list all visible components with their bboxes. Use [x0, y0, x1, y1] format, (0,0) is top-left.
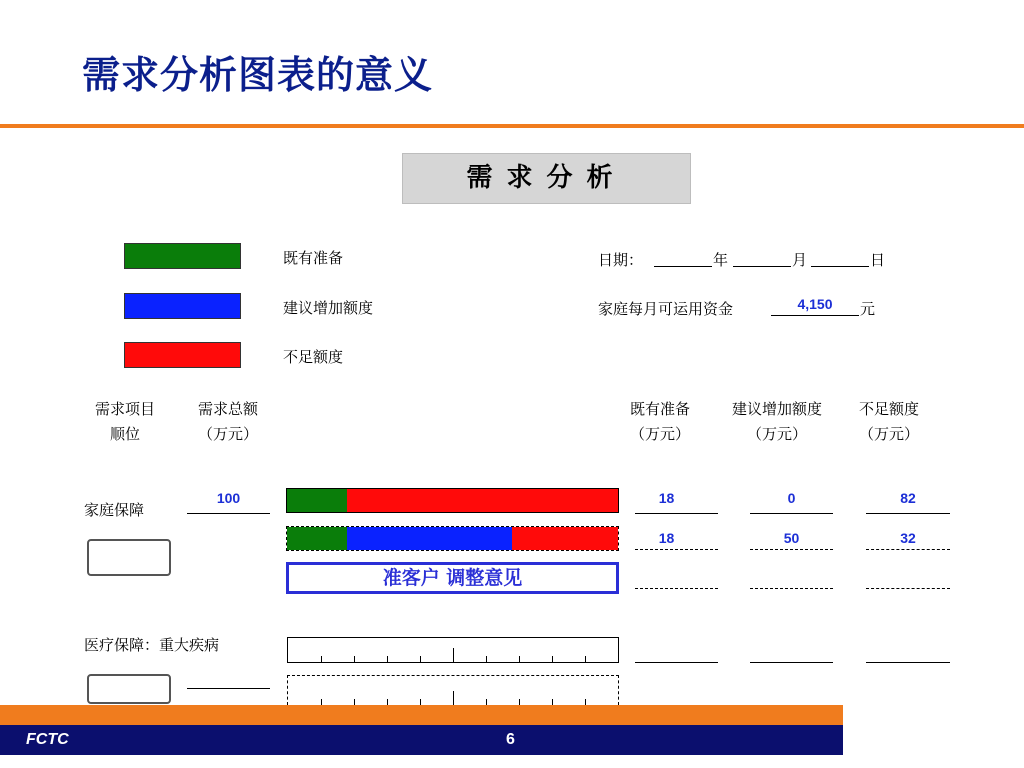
note-existing-field[interactable] — [635, 588, 718, 589]
header-shortfall-unit: （万元） — [858, 425, 919, 443]
family-current-shortfall-value: 82 — [900, 490, 916, 506]
family-current-existing-value: 18 — [658, 490, 675, 506]
scale-tick — [519, 656, 520, 662]
row-family-total-field[interactable] — [187, 513, 270, 514]
row-medical-order-box[interactable] — [87, 674, 171, 704]
header-existing-name: 既有准备 — [629, 400, 690, 418]
client-adjustment-note[interactable]: 准客户 调整意见 — [286, 562, 619, 594]
row-medical-total-field[interactable] — [187, 688, 270, 689]
header-total-name: 需求总额 — [197, 400, 258, 418]
funds-value: 4,150 — [797, 296, 833, 312]
family-current-bar — [286, 488, 619, 513]
family-proposed-existing-value: 18 — [658, 530, 675, 546]
note-suggested-field[interactable] — [750, 588, 833, 589]
row-family-total: 100 — [216, 490, 241, 506]
header-existing-unit: （万元） — [629, 425, 690, 443]
footer-brand: FCTC — [26, 731, 69, 748]
scale-tick — [585, 656, 586, 662]
family-proposed-shortfall-value: 32 — [900, 530, 916, 546]
legend-swatch-shortfall — [124, 342, 241, 368]
scale-tick — [453, 691, 454, 705]
family-proposed-suggested-value: 50 — [783, 530, 800, 546]
footer-bar — [0, 725, 843, 755]
row-family-order-box[interactable] — [87, 539, 171, 576]
family-current-existing-field[interactable] — [635, 513, 718, 514]
date-month-label: 月 — [792, 251, 808, 269]
date-day-field[interactable] — [811, 266, 869, 267]
family-proposed-bar — [286, 526, 619, 551]
header-item-order: 顺位 — [109, 425, 140, 443]
family-current-suggested-field[interactable] — [750, 513, 833, 514]
family-current-shortfall-field[interactable] — [866, 513, 950, 514]
header-suggested-name: 建议增加额度 — [731, 400, 822, 418]
family-proposed-suggested-field[interactable] — [750, 549, 833, 550]
header-shortfall-name: 不足额度 — [858, 400, 919, 418]
legend-swatch-suggested — [124, 293, 241, 319]
family-current-existing-segment — [287, 489, 347, 512]
date-year-label: 年 — [713, 251, 729, 269]
legend-label-shortfall: 不足额度 — [283, 348, 344, 366]
family-current-shortfall-segment — [347, 489, 618, 512]
title-divider — [0, 124, 1024, 128]
family-proposed-shortfall-field[interactable] — [866, 549, 950, 550]
scale-tick — [552, 656, 553, 662]
header-existing — [610, 397, 710, 447]
header-suggested — [710, 397, 844, 447]
family-proposed-shortfall-segment — [512, 527, 618, 550]
header-total-unit: （万元） — [197, 425, 258, 443]
funds-field[interactable] — [771, 315, 859, 316]
family-current-suggested-value: 0 — [787, 490, 796, 506]
header-suggested-unit: （万元） — [746, 425, 807, 443]
medical-shortfall-field[interactable] — [866, 662, 950, 663]
scale-tick — [321, 656, 322, 662]
scale-tick — [486, 656, 487, 662]
date-prefix: 日期： — [598, 251, 644, 269]
page-number: 6 — [506, 731, 515, 748]
header-total — [180, 397, 276, 447]
medical-existing-field[interactable] — [635, 662, 718, 663]
scale-tick — [420, 656, 421, 662]
note-shortfall-field[interactable] — [866, 588, 950, 589]
legend-label-suggested: 建议增加额度 — [283, 299, 374, 317]
date-year-field[interactable] — [654, 266, 712, 267]
header-item — [82, 397, 168, 447]
scale-tick — [453, 648, 454, 662]
footer-accent-bar — [0, 705, 843, 725]
row-family-label: 家庭保障 — [84, 501, 145, 519]
slide-title: 需求分析图表的意义 — [82, 53, 434, 97]
funds-prefix: 家庭每月可运用资金 — [598, 300, 734, 318]
family-proposed-suggested-segment — [347, 527, 513, 550]
family-proposed-existing-field[interactable] — [635, 549, 718, 550]
section-banner: 需求分析 — [402, 153, 691, 204]
date-day-label: 日 — [870, 251, 886, 269]
medical-proposed-bar — [287, 675, 619, 705]
medical-suggested-field[interactable] — [750, 662, 833, 663]
row-medical-label: 医疗保障：重大疾病 — [84, 636, 220, 654]
legend-label-existing: 既有准备 — [283, 249, 344, 267]
scale-tick — [354, 656, 355, 662]
funds-suffix: 元 — [860, 300, 876, 318]
header-item-name: 需求项目 — [94, 400, 155, 418]
scale-tick — [387, 656, 388, 662]
header-shortfall — [844, 397, 934, 447]
date-month-field[interactable] — [733, 266, 791, 267]
family-proposed-existing-segment — [287, 527, 347, 550]
legend-swatch-existing — [124, 243, 241, 269]
medical-current-bar — [287, 637, 619, 663]
